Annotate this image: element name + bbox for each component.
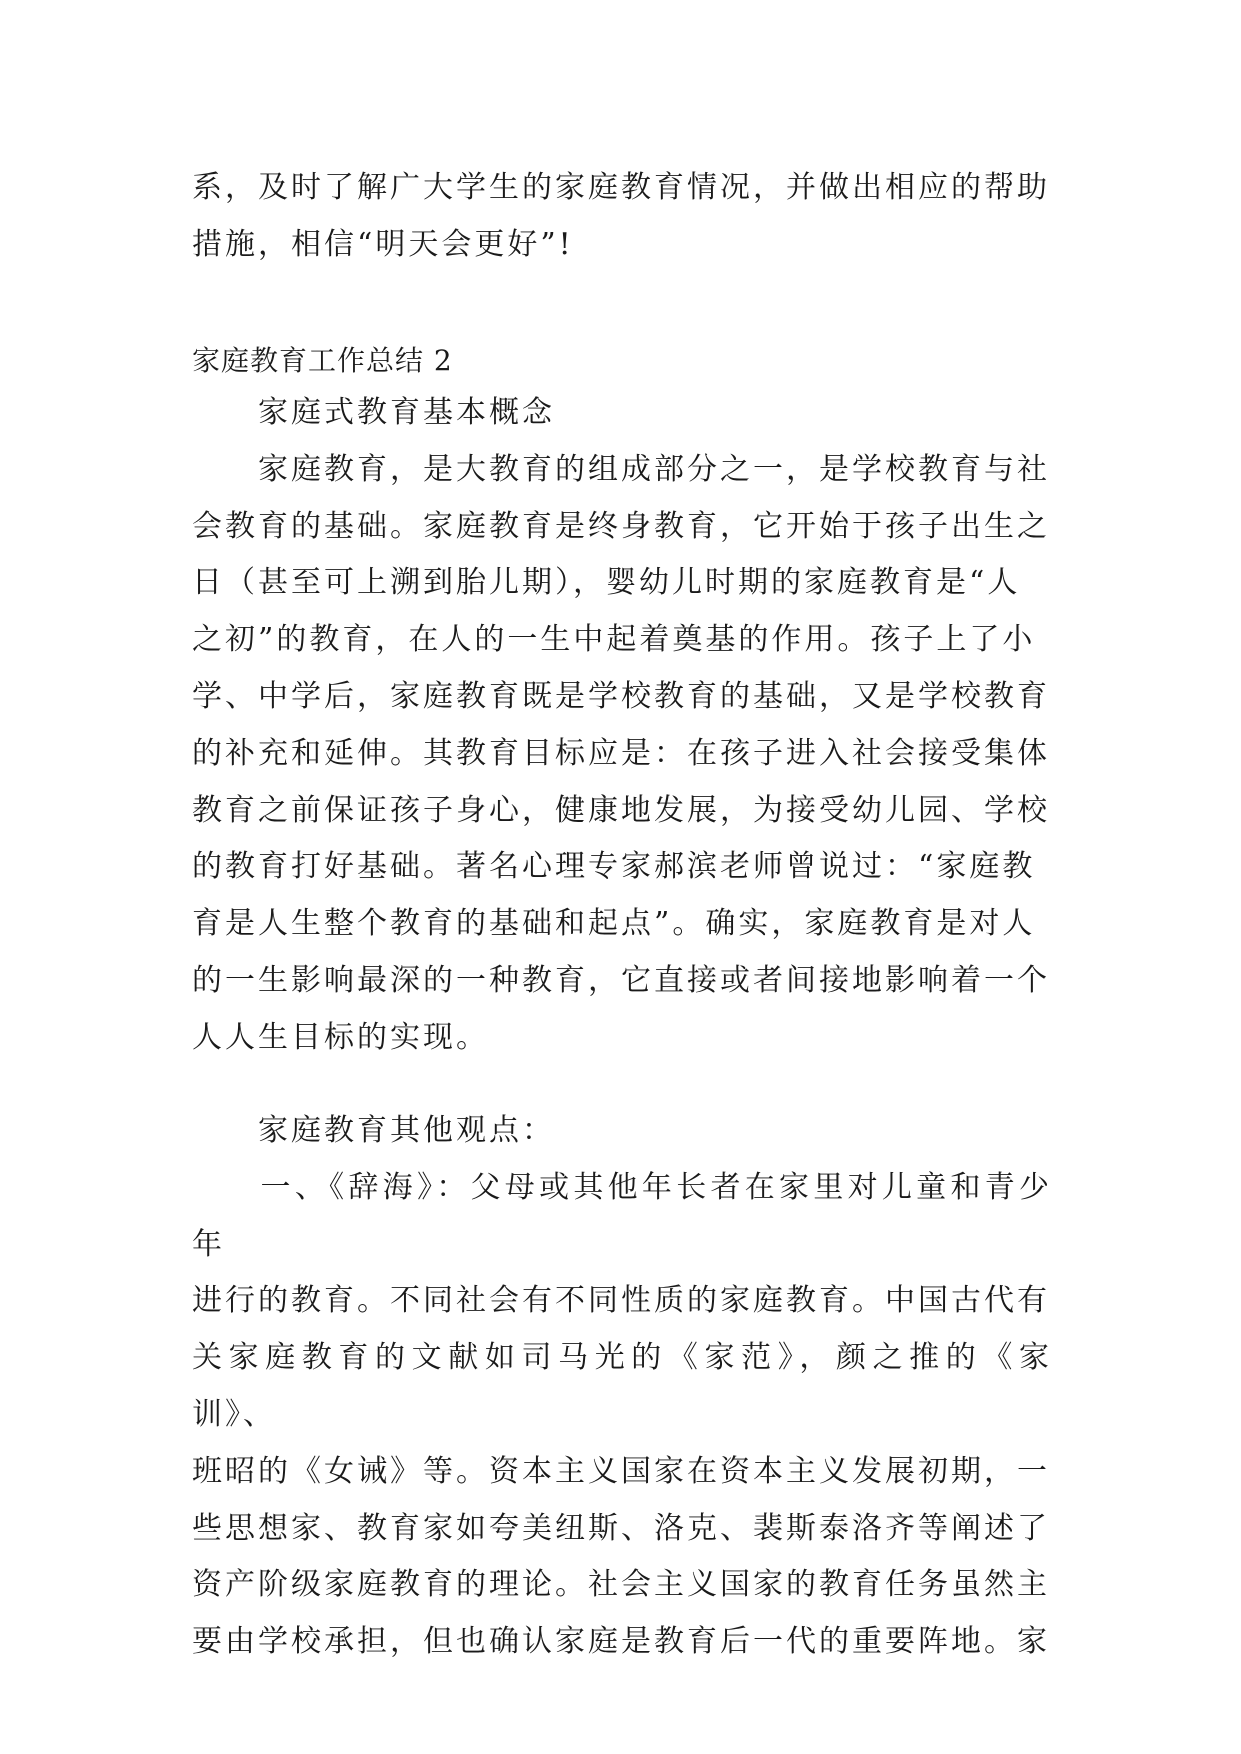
other-views-section: 家庭教育其他观点： 一、《辞海》：父母或其他年长者在家里对儿童和青少年 进行的教育。不同社会有不同性质的家庭教育。中国古代有 关家庭教育的文献如司马光的《家范》，颜之推的《家训》、 班昭的《女诫》等。资本主义国家在资本主义发展初期，一 些思想家、教育家如夸美纽斯、洛克、裴斯泰洛齐等阐述了 资产阶级家庭教育的理论。社会主义国家的教育任务虽然主 要由学校承担，但也确认家庭是教育后一代的重要阵地。家 [192,1113,1052,1660]
continued-paragraph: 系，及时了解广大学生的家庭教育情况，并做出相应的帮助 措施，相信“明天会更好”! [192,170,1050,262]
basic-concept-section: 家庭式教育基本概念 家庭教育，是大教育的组成部分之一，是学校教育与社 会教育的基础。家庭教育是终身教育，它开始于孩子出生之 日（甚至可上溯到胎儿期），婴幼儿时期的家庭教育是“人 之初”的教育，在人的一生中起着奠基的作用。孩子上了小 学、中学后，家庭教育既是学校教育的基础，又是学校教育 的补充和延伸。其教育目标应是：在孩子进入社会接受集体 教育之前保证孩子身心，健康地发展，为接受幼儿园、学校 的教育打好基础。著名心理专家郝滨老师曾说过：“家庭教 育是人生整个教育的基础和起点”。确实，家庭教育是对人 的一生影响最深的一种教育，它直接或者间接地影响着一个 人人生目标的实现。 [192,395,1050,1055]
section-title: 家庭教育工作总结 2 [192,344,453,377]
